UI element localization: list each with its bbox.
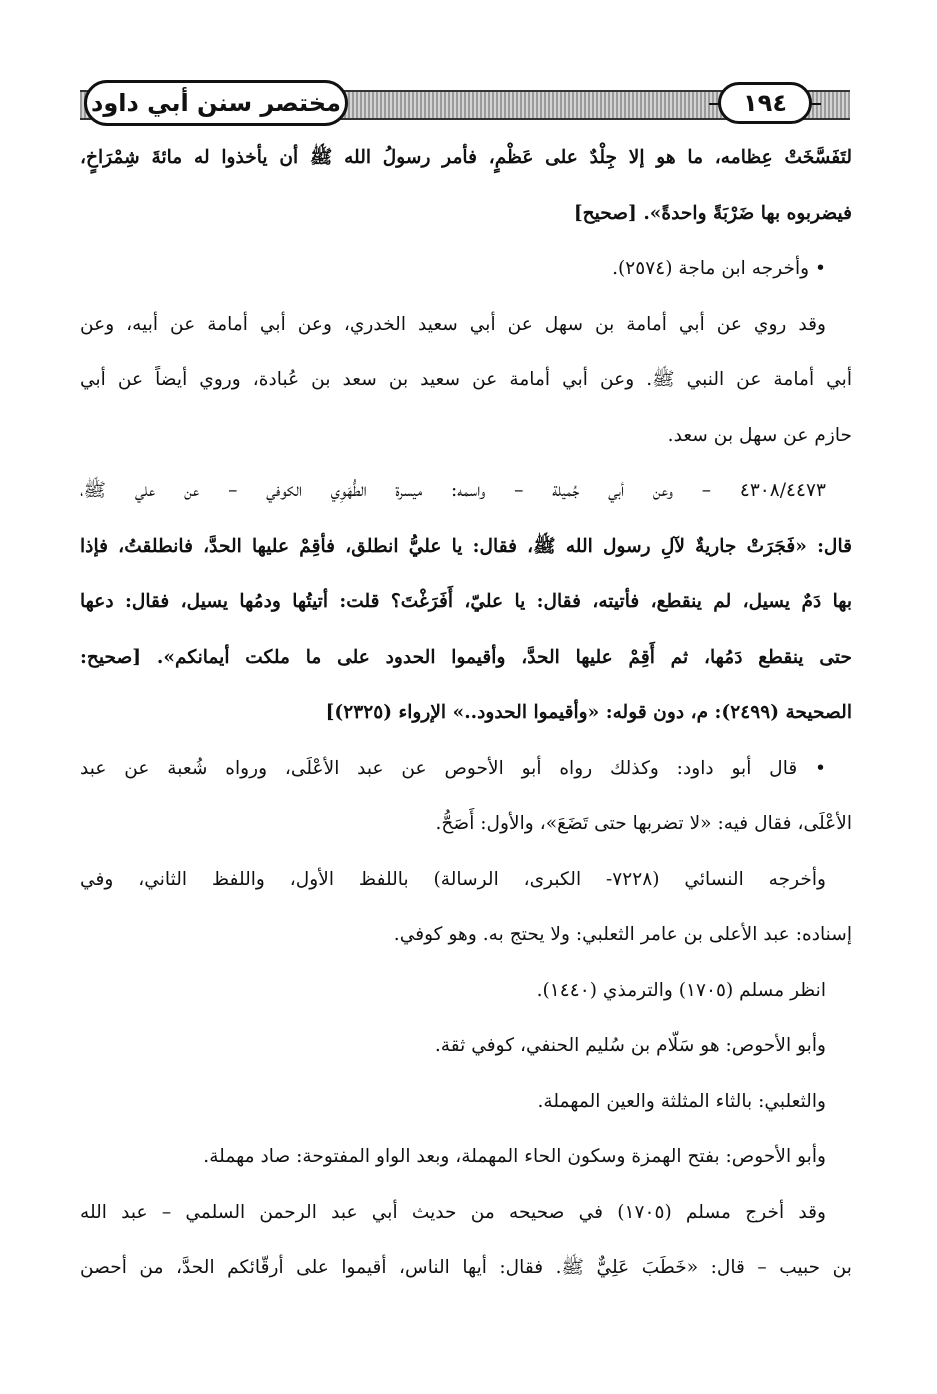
text-line: وأخرجه النسائي (٧٢٢٨- الكبرى، الرسالة) باللفظ الأول، واللفظ الثاني، وفي [80, 868, 826, 890]
text-line: • وأخرجه ابن ماجة (٢٥٧٤). [612, 258, 826, 279]
text-line: وأبو الأحوص: بفتح الهمزة وسكون الحاء المهملة، وبعد الواو المفتوحة: صاد مهملة. [203, 1146, 826, 1167]
page-header [80, 78, 850, 128]
page-body [80, 130, 852, 1296]
text-line: بها دَمٌ يسيل، لم ينقطع، فأتيته، فقال: يا عليّ، أَفَرَغْتَ؟ قلت: أتيتُها ودمُها يسيل، فقال: دعها [80, 591, 852, 612]
text-line: • قال أبو داود: وكذلك رواه أبو الأحوص عن عبد الأعْلَى، ورواه شُعبة عن عبد [80, 757, 826, 779]
text-line: بن حبيب – قال: «خَطَبَ عَلِيٌّ ﷺ. فقال: أيها الناس، أقيموا على أرقّائكم الحدَّ، من أحصن [80, 1257, 852, 1278]
text-line: وأبو الأحوص: هو سَلّام بن سُليم الحنفي، كوفي ثقة. [434, 1035, 826, 1056]
text-line: حتى ينقطع دَمُها، ثم أَقِمْ عليها الحدَّ، وأقيموا الحدود على ما ملكت أيمانكم». [صحيح: [80, 646, 852, 668]
text-line: حازم عن سهل بن سعد. [667, 424, 852, 446]
text-line: فيضربوه بها ضَرْبَةً واحدةً». [صحيح] [573, 202, 852, 224]
book-title: مختصر سنن أبي داود [84, 80, 348, 126]
text-line: الأعْلَى، فقال فيه: «لا تضربها حتى تَضَعَ»، والأول: أَصَحُّ. [435, 813, 852, 834]
text-line: لتَفَسَّخَتْ عِظامه، ما هو إلا جِلْدٌ على عَظْمٍ، فأمر رسولُ الله ﷺ أن يأخذوا له مائةَ شِمْرَاخٍ، [80, 147, 852, 168]
text-line: قال: «فَجَرَتْ جاريةٌ لآلِ رسول الله ﷺ، فقال: يا عليُّ انطلق، فأقِمْ عليها الحدَّ، فانطلقتُ، فإذا [80, 535, 852, 557]
text-line: ٤٣٠٨/٤٤٧٣ – وعن أبي جُميلة – واسمه: ميسرة الطُّهَوِي الكوفي – عن علي ﷺ، [80, 480, 826, 501]
page-number: ١٩٤ [718, 82, 812, 124]
text-line: الصحيحة (٢٤٩٩): م، دون قوله: «وأقيموا الحدود..» الإرواء (٢٣٢٥)] [325, 702, 852, 723]
text-line: وقد أخرج مسلم (١٧٠٥) في صحيحه من حديث أبي عبد الرحمن السلمي – عبد الله [80, 1201, 826, 1223]
text-line: إسناده: عبد الأعلى بن عامر الثعلبي: ولا يحتج به. وهو كوفي. [393, 924, 852, 945]
text-line: انظر مسلم (١٧٠٥) والترمذي (١٤٤٠). [536, 979, 826, 1001]
text-line: أبي أمامة عن النبي ﷺ. وعن أبي أمامة عن سعيد بن سعد بن عُبادة، وروي أيضاً عن أبي [80, 369, 852, 390]
text-line: وقد روي عن أبي أمامة بن سهل عن أبي سعيد الخدري، وعن أبي أمامة عن أبيه، وعن [80, 313, 826, 335]
text-line: والثعلبي: بالثاء المثلثة والعين المهملة. [537, 1090, 826, 1112]
